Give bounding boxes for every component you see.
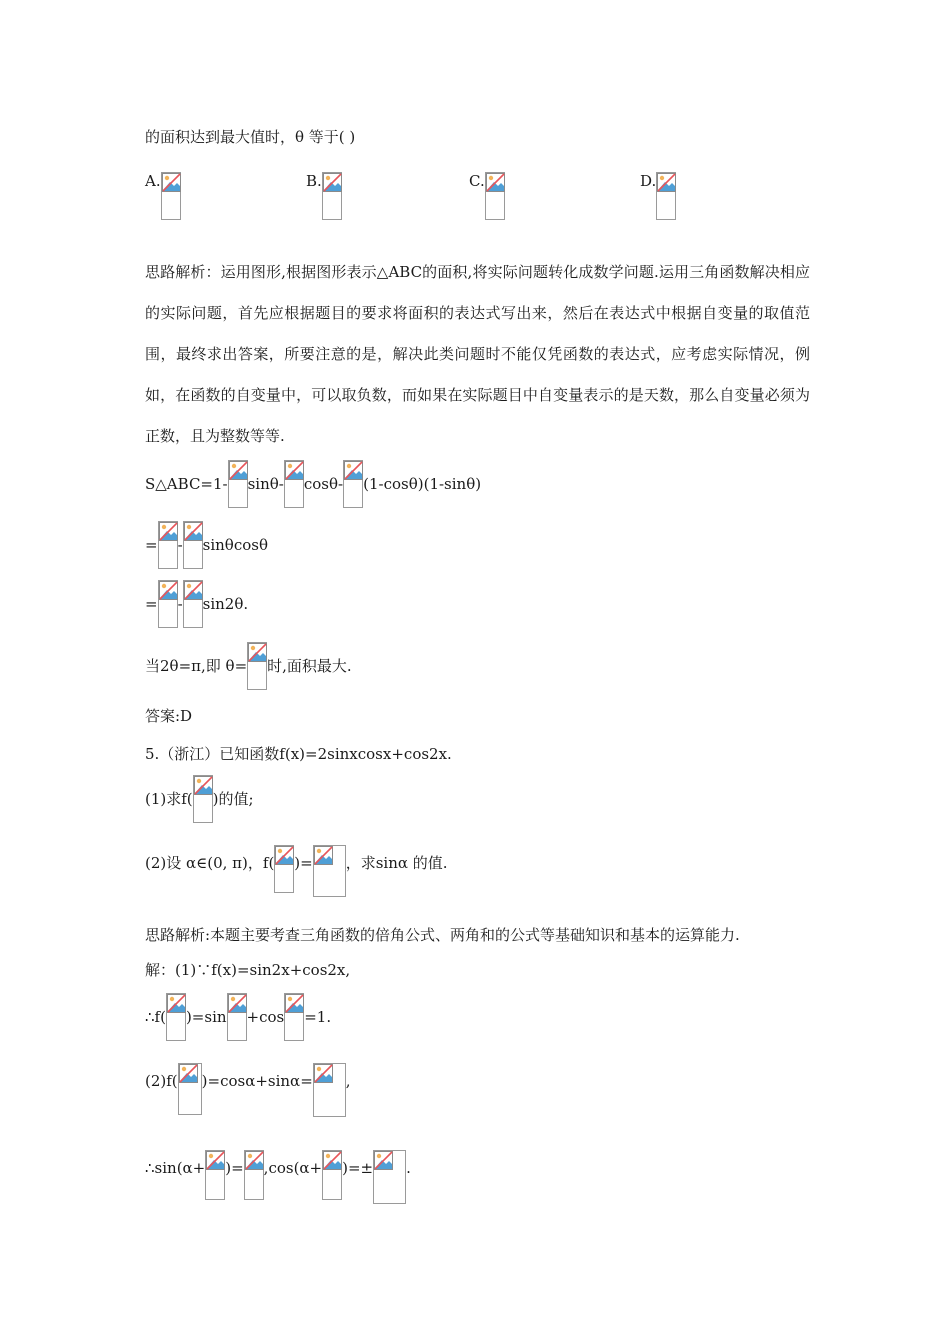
broken-image-icon: [183, 521, 203, 569]
broken-image-icon: [158, 521, 178, 569]
question-5-part-1: (1)求f( )的值;: [145, 775, 254, 823]
broken-image-icon: [178, 1063, 202, 1115]
area-formula: S△ABC=1- sinθ- cosθ- (1-cosθ)(1-sinθ): [145, 460, 481, 508]
broken-image-icon: [322, 1150, 342, 1200]
solution-line-3: (2)f( )=cosα+sinα= ,: [145, 1063, 351, 1117]
answer: 答案:D: [145, 707, 193, 725]
broken-image-icon: [322, 172, 342, 220]
broken-image-icon: [244, 1150, 264, 1200]
option-c[interactable]: C.: [469, 172, 505, 220]
solution-line-2: ∴f( )=sin +cos =1.: [145, 993, 331, 1041]
broken-image-icon: [183, 580, 203, 628]
broken-image-icon: [166, 993, 186, 1041]
broken-image-icon: [485, 172, 505, 220]
broken-image-icon: [313, 1063, 346, 1117]
question-5: 5.（浙江）已知函数f(x)=2sinxcosx+cos2x.: [145, 745, 452, 763]
broken-image-icon: [161, 172, 181, 220]
broken-image-icon: [228, 460, 248, 508]
broken-image-icon: [343, 460, 363, 508]
broken-image-icon: [158, 580, 178, 628]
broken-image-icon: [247, 642, 267, 690]
broken-image-icon: [284, 993, 304, 1041]
broken-image-icon: [274, 845, 294, 893]
broken-image-icon: [313, 845, 346, 897]
maximum-condition: 当2θ=π,即 θ= 时,面积最大.: [145, 642, 352, 690]
equation-line-1: = - sinθcosθ: [145, 521, 268, 569]
question-5-part-2: (2)设 α∈(0, π)，f( )= ，求sinα 的值.: [145, 845, 448, 897]
broken-image-icon: [205, 1150, 225, 1200]
option-d[interactable]: D.: [640, 172, 676, 220]
option-b[interactable]: B.: [306, 172, 342, 220]
analysis-2: 思路解析:本题主要考查三角函数的倍角公式、两角和的公式等基础知识和基本的运算能力.: [145, 926, 740, 944]
analysis-paragraph: 思路解析：运用图形,根据图形表示△ABC的面积,将实际问题转化成数学问题.运用三角函数解决相应的实际问题，首先应根据题目的要求将面积的表达式写出来，然后在表达式中根据自变量的取值范围，最终求出答案，所要注意的是，解决此类问题时不能仅凭函数的表达式，应考虑实际情况，例如，在函数的自变量中，可以取负数，而如果在实际题目中自变量表示的是天数，那么自变量必须为正数，且为整数等等.: [145, 263, 810, 445]
solution-line-4: ∴sin(α+ )= ,cos(α+ )=± .: [145, 1150, 411, 1204]
equation-line-2: = - sin2θ.: [145, 580, 248, 628]
broken-image-icon: [193, 775, 213, 823]
broken-image-icon: [656, 172, 676, 220]
option-a[interactable]: A.: [145, 172, 181, 220]
broken-image-icon: [227, 993, 247, 1041]
broken-image-icon: [373, 1150, 406, 1204]
solution-line-1: 解：(1)∵f(x)=sin2x+cos2x,: [145, 961, 351, 979]
broken-image-icon: [284, 460, 304, 508]
question-tail: 的面积达到最大值时，θ 等于( ): [145, 128, 356, 146]
